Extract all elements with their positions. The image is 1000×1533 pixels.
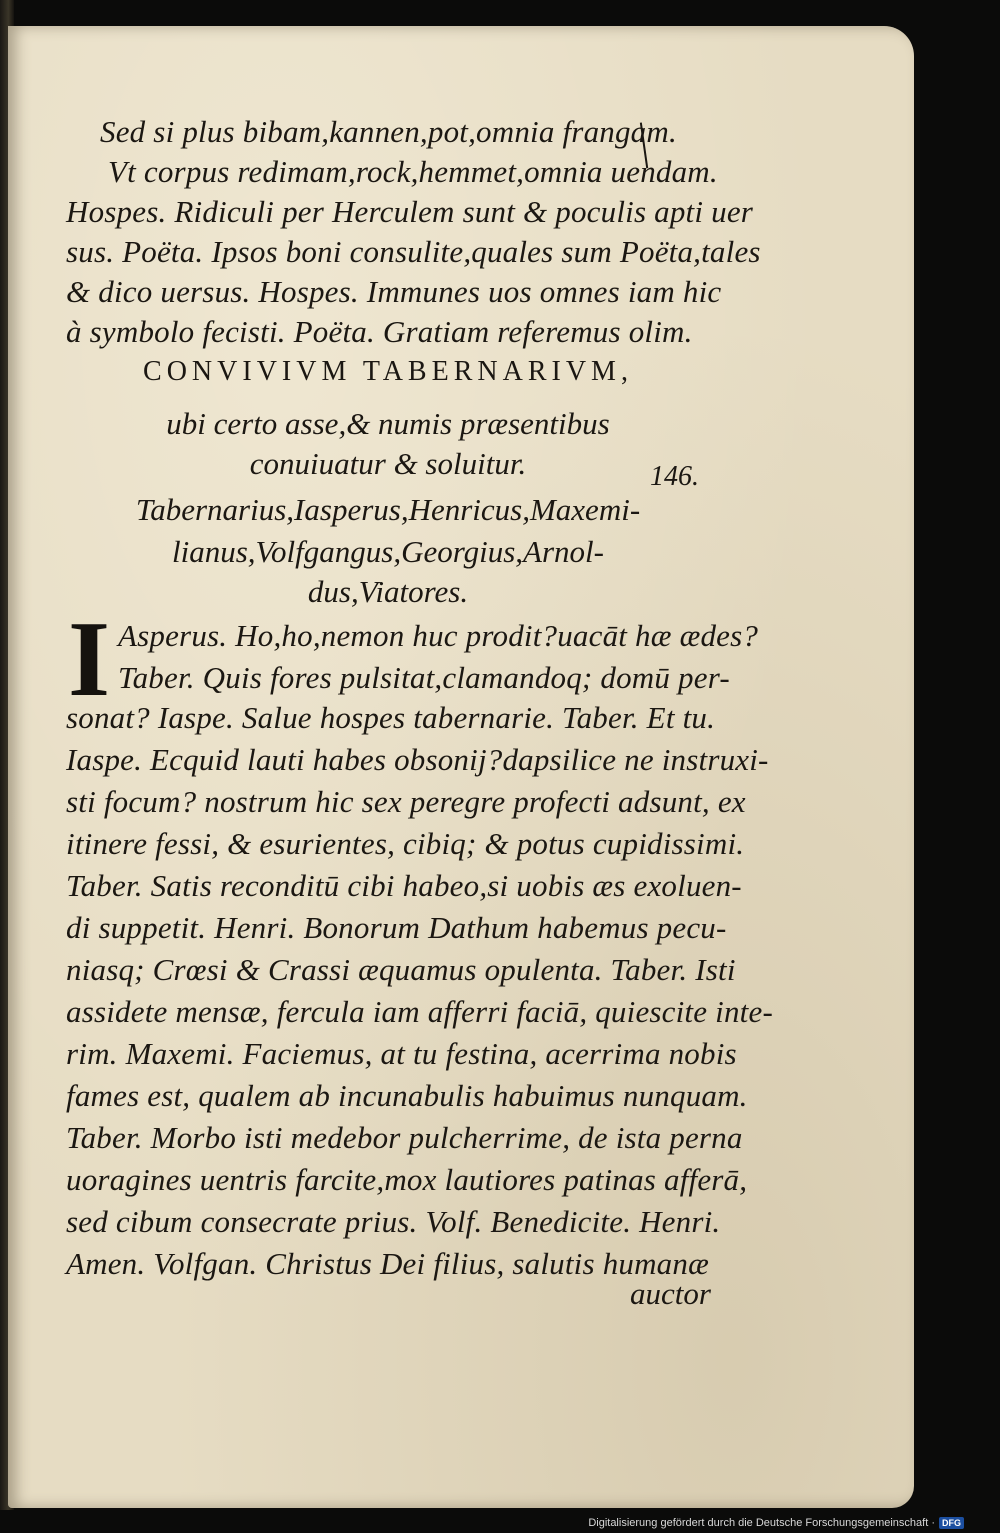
digitization-footer [588,1517,964,1529]
body-line-3: sonat? Iaspe. Salue hospes tabernarie. Taber. Et tu. [66,700,716,735]
verse-line-1: Sed si plus bibam,kannen,pot,omnia frangam. [100,114,677,149]
book-page [8,26,914,1508]
personae-line-1: Tabernarius,Iasperus,Henricus,Maxemi- [135,492,641,527]
body-line-6: itinere fessi, & esurientes, cibiq; & potus cupidissimi. [66,826,745,861]
body-line-14: uoragines uentris farcite,mox lautiores patinas afferā, [66,1162,748,1197]
body-line-8: di suppetit. Henri. Bonorum Dathum habemus pecu- [66,910,727,945]
body-line-11: rim. Maxemi. Faciemus, at tu festina, acerrima nobis [66,1036,737,1071]
subheading-line-1: ubi certo asse,& numis præsentibus [166,406,610,441]
prose-line-1: Hospes. Ridiculi per Herculem sunt & poculis apti uer [66,194,754,229]
dfg-logo-icon: DFG [939,1517,964,1529]
drop-cap: I [68,600,111,719]
body-line-7: Taber. Satis reconditū cibi habeo,si uobis æs exoluen- [66,868,742,903]
folio-number: 146. [650,461,699,492]
section-heading: CONVIVIVM TABERNARIVM, [143,356,633,387]
prose-line-2: sus. Poëta. Ipsos boni consulite,quales sum Poëta,tales [66,234,761,269]
body-line-2: Taber. Quis fores pulsitat,clamandoq; domū per- [118,660,730,695]
personae-line-3: dus,Viatores. [307,574,469,609]
body-line-1: Asperus. Ho,ho,nemon huc prodit?uacāt hæ ædes? [118,618,759,653]
verse-line-2: Vt corpus redimam,rock,hemmet,omnia uendam. [108,154,718,189]
prose-line-4: à symbolo fecisti. Poëta. Gratiam referemus olim. [66,314,693,349]
prose-line-3: & dico uersus. Hospes. Immunes uos omnes iam hic [66,274,722,309]
catchword: auctor [630,1276,711,1311]
body-line-10: assidete mensæ, fercula iam afferri faciā, quiescite inte- [66,994,773,1029]
footer-text: Digitalisierung gefördert durch die Deutsche Forschungsgemeinschaft · [588,1517,935,1529]
body-line-16: Amen. Volfgan. Christus Dei filius, salutis humanæ [66,1246,709,1281]
personae-line-2: lianus,Volfgangus,Georgius,Arnol- [171,534,604,569]
body-line-15: sed cibum consecrate prius. Volf. Benedicite. Henri. [66,1204,721,1239]
body-line-13: Taber. Morbo isti medebor pulcherrime, de ista perna [66,1120,743,1155]
subheading-line-2: conuiuatur & soluitur. [249,446,527,481]
body-line-9: niasq; Crœsi & Crassi æquamus opulenta. Taber. Isti [66,952,736,987]
body-line-12: fames est, qualem ab incunabulis habuimus nunquam. [66,1078,748,1113]
body-line-5: sti focum? nostrum hic sex peregre profecti adsunt, ex [66,784,746,819]
body-line-4: Iaspe. Ecquid lauti habes obsonij?dapsilice ne instruxi- [66,742,769,777]
